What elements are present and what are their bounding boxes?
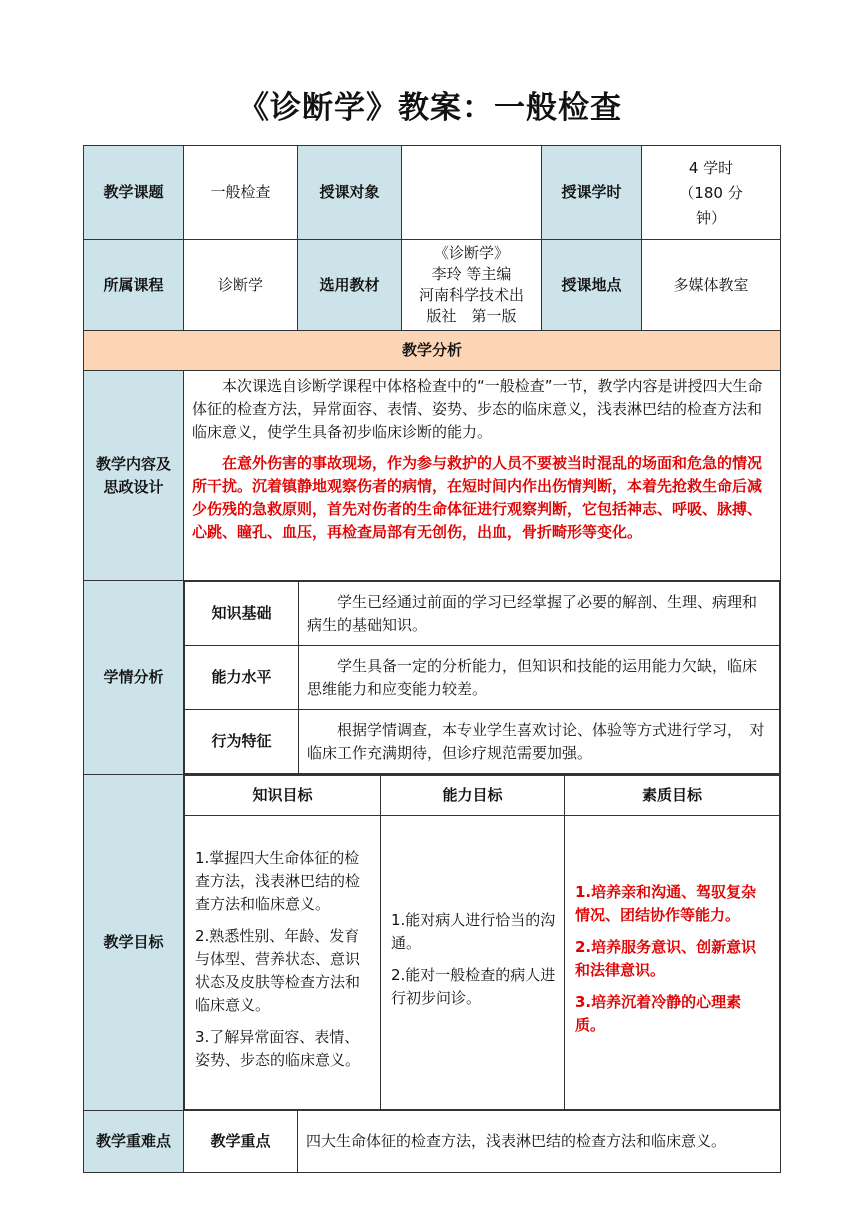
course-value: 诊断学 bbox=[184, 240, 298, 331]
learner-item-label: 能力水平 bbox=[185, 646, 299, 710]
quality-goal-item: 1.培养亲和沟通、驾驭复杂情况、团结协作等能力。 bbox=[575, 883, 757, 924]
ability-goal-item: 1.能对病人进行恰当的沟通。 bbox=[391, 910, 556, 952]
venue-label: 授课地点 bbox=[542, 240, 642, 331]
table-row bbox=[84, 371, 781, 581]
lesson-plan-table bbox=[83, 145, 781, 1173]
hours-line-3: 钟） bbox=[695, 209, 726, 227]
content-cell bbox=[184, 371, 781, 581]
learner-row bbox=[185, 646, 780, 710]
textbook-line: 李玲 等主编 bbox=[431, 265, 512, 283]
learner-table bbox=[184, 581, 780, 774]
ability-goal-item: 2.能对一般检查的病人进行初步问诊。 bbox=[391, 965, 556, 1007]
topic-value: 一般检查 bbox=[184, 146, 298, 240]
objectives-table bbox=[184, 775, 780, 1110]
textbook-label: 选用教材 bbox=[298, 240, 402, 331]
hours-line-2: （180 分 bbox=[679, 184, 743, 202]
content-label bbox=[84, 371, 184, 581]
learner-label: 学情分析 bbox=[84, 581, 184, 775]
learner-item-label: 知识基础 bbox=[185, 582, 299, 646]
ability-goals bbox=[381, 816, 565, 1110]
keypoints-text-content: 四大生命体征的检查方法，浅表淋巴结的检查方法和临床意义。 bbox=[306, 1132, 727, 1150]
ideology-paragraph: 在意外伤害的事故现场，作为参与救护的人员不要被当时混乱的场面和危急的情况所干扰。沉着镇静地观察伤者的病情，在短时间内作出伤情判断，本着先抢救生命后减少伤残的急救原则，首先对伤者的生命体征进行观察判断，它包括神志、呼吸、脉搏、心跳、瞳孔、血压，再检查局部有无创伤，出血，骨折畸形等变化。 bbox=[192, 454, 763, 541]
objectives-header-row bbox=[185, 776, 780, 816]
hours-label: 授课学时 bbox=[542, 146, 642, 240]
table-row bbox=[84, 240, 781, 331]
keypoints-label: 教学重难点 bbox=[84, 1111, 184, 1173]
quality-goal-item: 2.培养服务意识、创新意识和法律意识。 bbox=[575, 938, 757, 979]
knowledge-goals bbox=[185, 816, 381, 1110]
learner-row bbox=[185, 582, 780, 646]
quality-goals bbox=[565, 816, 780, 1110]
objectives-cell bbox=[184, 775, 781, 1111]
hours-line-1: 4 学时 bbox=[688, 159, 734, 177]
knowledge-goal-item: 1.掌握四大生命体征的检查方法，浅表淋巴结的检查方法和临床意义。 bbox=[195, 848, 361, 913]
textbook-line: 版社 第一版 bbox=[426, 307, 517, 325]
content-label-line: 思政设计 bbox=[103, 477, 164, 496]
learner-item-text: 学生已经通过前面的学习已经掌握了必要的解剖、生理、病理和病生的基础知识。 bbox=[307, 592, 758, 634]
knowledge-goal-header: 知识目标 bbox=[185, 776, 381, 816]
knowledge-goal-item: 3.了解异常面容、表情、姿势、步态的临床意义。 bbox=[195, 1027, 361, 1069]
audience-label: 授课对象 bbox=[298, 146, 402, 240]
learner-item-text: 学生具备一定的分析能力，但知识和技能的运用能力欠缺，临床思维能力和应变能力较差。 bbox=[307, 656, 758, 698]
textbook-line: 《诊断学》 bbox=[433, 244, 509, 262]
objectives-label: 教学目标 bbox=[84, 775, 184, 1111]
textbook-value bbox=[402, 240, 542, 331]
content-label-line: 教学内容及 bbox=[95, 454, 171, 473]
learner-item-text: 根据学情调查，本专业学生喜欢讨论、体验等方式进行学习， 对临床工作充满期待，但诊疗规范需要加强。 bbox=[307, 720, 765, 762]
quality-goal-header: 素质目标 bbox=[565, 776, 780, 816]
table-row bbox=[84, 146, 781, 240]
hours-value bbox=[642, 146, 781, 240]
textbook-line: 河南科学技术出 bbox=[418, 286, 524, 304]
table-row bbox=[84, 581, 781, 775]
knowledge-goal-item: 2.熟悉性别、年龄、发育与体型、营养状态、意识状态及皮肤等检查方法和临床意义。 bbox=[195, 926, 361, 1014]
content-paragraph: 本次课选自诊断学课程中体格检查中的“一般检查”一节，教学内容是讲授四大生命体征的检查方法，异常面容、表情、姿势、步态的临床意义，浅表淋巴结的检查方法和临床意义，使学生具备初步临床诊断的能力。 bbox=[192, 377, 763, 441]
ability-goal-header: 能力目标 bbox=[381, 776, 565, 816]
table-row bbox=[84, 331, 781, 371]
page-title: 《诊断学》教案：一般检查 bbox=[238, 90, 622, 126]
learner-item-label: 行为特征 bbox=[185, 710, 299, 774]
course-label: 所属课程 bbox=[84, 240, 184, 331]
quality-goal-item: 3.培养沉着冷静的心理素质。 bbox=[575, 993, 742, 1034]
analysis-section-header: 教学分析 bbox=[84, 331, 781, 371]
venue-value: 多媒体教室 bbox=[642, 240, 781, 331]
learner-cell bbox=[184, 581, 781, 775]
objectives-body-row bbox=[185, 816, 780, 1110]
keypoints-sub-label: 教学重点 bbox=[184, 1111, 298, 1173]
topic-label: 教学课题 bbox=[84, 146, 184, 240]
table-row bbox=[84, 775, 781, 1111]
learner-row bbox=[185, 710, 780, 774]
table-row bbox=[84, 1111, 781, 1173]
audience-value bbox=[402, 146, 542, 240]
keypoints-text bbox=[298, 1111, 781, 1173]
